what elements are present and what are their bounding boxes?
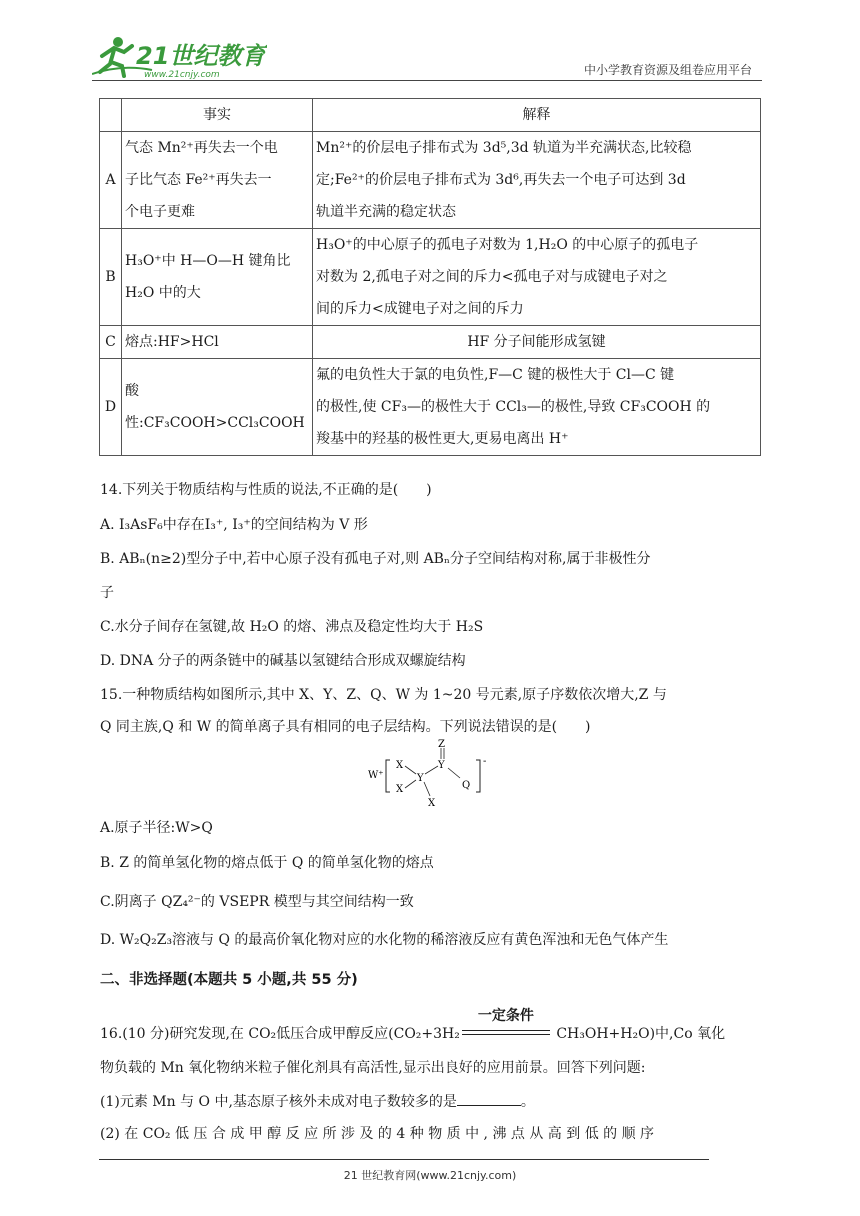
- q14-option-d: D. DNA 分子的两条链中的碱基以氢键结合形成双螺旋结构: [100, 653, 466, 669]
- svg-text:-: -: [483, 756, 487, 767]
- table-row: [100, 359, 761, 456]
- explanation-cell: [313, 229, 761, 326]
- q15-option-c: C.阴离子 QZ₄²⁻的 VSEPR 模型与其空间结构一致: [100, 894, 414, 910]
- svg-text:www.21cnjy.com: www.21cnjy.com: [144, 70, 220, 80]
- fact-cell: [122, 132, 313, 229]
- explanation-line: H₃O⁺的中心原子的孤电子对数为 1,H₂O 的中心原子的孤电子: [316, 237, 699, 253]
- explanation-line: Mn²⁺的价层电子排布式为 3d⁵,3d 轨道为半充满状态,比较稳: [316, 140, 692, 156]
- table-row: [100, 229, 761, 326]
- q15-option-d: D. W₂Q₂Z₃溶液与 Q 的最高价氧化物对应的水化物的稀溶液反应有黄色浑浊和无色气体产生: [100, 932, 669, 948]
- svg-text:Y: Y: [438, 760, 445, 771]
- section-heading: 二、非选择题(本题共 5 小题,共 55 分): [100, 972, 358, 988]
- explanation-line: 间的斥力<成键电子对之间的斥力: [316, 301, 524, 317]
- explanation-line: 氟的电负性大于氯的电负性,F—C 键的极性大于 Cl—C 键: [316, 367, 675, 383]
- q15-stem-1: 15.一种物质结构如图所示,其中 X、Y、Z、Q、W 为 1~20 号元素,原子序数依次增大,Z 与: [100, 687, 667, 703]
- q15-stem-2: Q 同主族,Q 和 W 的简单离子具有相同的电子层结构。下列说法错误的是( ): [100, 719, 591, 735]
- header-divider: [92, 80, 762, 81]
- fact-line: 气态 Mn²⁺再失去一个电: [125, 140, 278, 156]
- fact-line: 熔点:HF>HCl: [125, 334, 219, 350]
- svg-text:X: X: [428, 798, 436, 809]
- footer-divider: [99, 1159, 709, 1160]
- option-label: A: [100, 132, 122, 229]
- svg-text:Z: Z: [438, 739, 445, 750]
- facts-table: [99, 98, 761, 456]
- header-explanation: 解释: [313, 99, 761, 132]
- option-label: C: [100, 326, 122, 359]
- molecule-structure-diagram: [368, 738, 498, 810]
- fact-line: 子比气态 Fe²⁺再失去一: [125, 172, 272, 188]
- q16-line-1: [100, 1008, 726, 1044]
- table-header-row: [100, 99, 761, 132]
- condition-label: 一定条件: [477, 1008, 534, 1024]
- svg-text:Q: Q: [462, 780, 471, 791]
- fact-cell: [122, 359, 313, 456]
- fact-cell: [122, 326, 313, 359]
- q16-line-4: (2) 在 CO₂ 低 压 合 成 甲 醇 反 应 所 涉 及 的 4 种 物 质 中 , 沸 点 从 高 到 低 的 顺 序: [100, 1126, 655, 1142]
- explanation-line: 定;Fe²⁺的价层电子排布式为 3d⁶,再失去一个电子可达到 3d: [316, 172, 686, 188]
- explanation-line: 羧基中的羟基的极性更大,更易电离出 H⁺: [316, 431, 569, 447]
- q16-line-3: [100, 1091, 535, 1112]
- q16-line-2: 物负载的 Mn 氧化物纳米粒子催化剂具有高活性,显示出良好的应用前景。回答下列问题:: [100, 1060, 646, 1076]
- header-blank-cell: [100, 99, 122, 132]
- reaction-condition-arrow: [462, 1008, 550, 1044]
- svg-text:21世纪教育: 21世纪教育: [136, 42, 266, 70]
- q15-option-a: A.原子半径:W>Q: [100, 820, 213, 836]
- fact-line: H₃O⁺中 H—O—H 键角比: [125, 253, 291, 269]
- explanation-cell: [313, 132, 761, 229]
- q14-option-b-cont: 子: [100, 585, 114, 601]
- header-fact: 事实: [122, 99, 313, 132]
- explanation-line: HF 分子间能形成氢键: [467, 334, 606, 350]
- explanation-line: 的极性,使 CF₃—的极性大于 CCl₃—的极性,导致 CF₃COOH 的: [316, 399, 711, 415]
- fact-line: 个电子更难: [125, 204, 195, 220]
- explanation-line: 轨道半充满的稳定状态: [316, 204, 456, 220]
- q15-option-b: B. Z 的简单氢化物的熔点低于 Q 的简单氢化物的熔点: [100, 855, 434, 871]
- explanation-cell: [313, 326, 761, 359]
- fact-line: 酸性:CF₃COOH>CCl₃COOH: [125, 383, 305, 431]
- q14-option-c: C.水分子间存在氢键,故 H₂O 的熔、沸点及稳定性均大于 H₂S: [100, 619, 484, 635]
- table-row: [100, 326, 761, 359]
- q16-part-1-end: 。: [520, 1094, 535, 1110]
- fact-line: H₂O 中的大: [125, 285, 201, 301]
- page-header: [92, 28, 762, 84]
- fact-cell: [122, 229, 313, 326]
- option-label: D: [100, 359, 122, 456]
- table-row: [100, 132, 761, 229]
- svg-text:X: X: [396, 784, 404, 795]
- platform-name: 中小学教育资源及组卷应用平台: [583, 63, 752, 77]
- q14-option-a: A. I₃AsF₆中存在I₃⁺, I₃⁺的空间结构为 V 形: [100, 517, 368, 533]
- site-logo: [92, 34, 267, 80]
- q14-option-b: B. ABₙ(n≥2)型分子中,若中心原子没有孤电子对,则 ABₙ分子空间结构对称,属于非极性分: [100, 551, 651, 567]
- explanation-line: 对数为 2,孤电子对之间的斥力<孤电子对与成键电子对之: [316, 269, 668, 285]
- svg-text:Y: Y: [417, 773, 424, 784]
- q16-line-1-post: CH₃OH+H₂O)中,Co 氧化: [551, 1026, 726, 1042]
- option-label: B: [100, 229, 122, 326]
- explanation-cell: [313, 359, 761, 456]
- svg-text:X: X: [396, 760, 404, 771]
- page-footer: 21 世纪教育网(www.21cnjy.com): [343, 1169, 517, 1182]
- answer-blank[interactable]: [457, 1091, 521, 1106]
- q16-line-1-pre: 16.(10 分)研究发现,在 CO₂低压合成甲醇反应(CO₂+3H₂: [100, 1026, 460, 1042]
- svg-text:W⁺: W⁺: [368, 770, 384, 781]
- q16-part-1: (1)元素 Mn 与 O 中,基态原子核外未成对电子数较多的是: [100, 1094, 457, 1110]
- q14-stem: 14.下列关于物质结构与性质的说法,不正确的是( ): [100, 482, 432, 498]
